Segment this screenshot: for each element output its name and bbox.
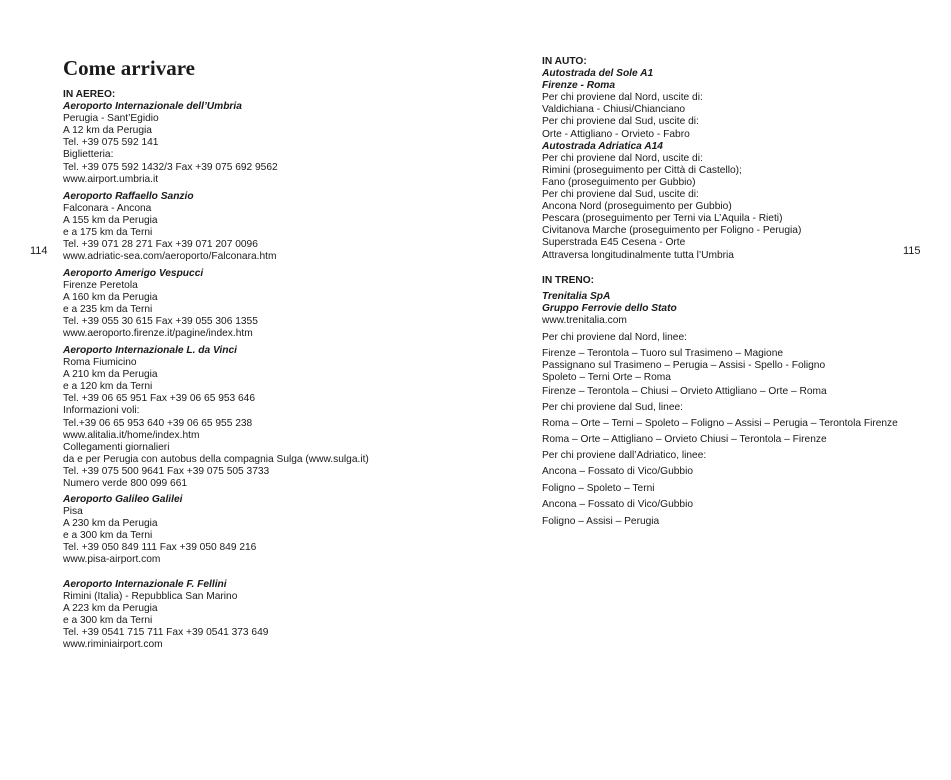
airport-line: Tel. +39 050 849 111 Fax +39 050 849 216 (63, 542, 257, 554)
airport-block (63, 494, 256, 567)
airport-line: Tel.+39 06 65 953 640 +39 06 65 955 238 (63, 417, 253, 429)
train-website: www.trenitalia.com (542, 315, 627, 327)
airport-line: Rimini (Italia) - Repubblica San Marino (63, 591, 238, 603)
train-route: Foligno – Spoleto – Terni (542, 483, 655, 494)
highway-line: Pescara (proseguimento per Terni via L’Aquila - Rieti) (542, 213, 783, 225)
airport-name: Aeroporto Galileo Galilei (63, 494, 183, 505)
airport-name: Aeroporto Raffaello Sanzio (63, 191, 194, 202)
section-treno (542, 275, 594, 287)
highway-line: Attraversa longitudinalmente tutta l’Umbria (542, 249, 734, 261)
airport-block (63, 579, 268, 652)
highway-line: Orte - Attigliano - Orvieto - Fabro (542, 128, 690, 140)
airport-line: Tel. +39 071 28 271 Fax +39 071 207 0096 (63, 239, 258, 251)
airport-line: A 160 km da Perugia (63, 292, 158, 304)
page-title: Come arrivare (63, 56, 195, 80)
train-company-name: Trenitalia SpA (542, 291, 611, 302)
airport-line: Firenze Peretola (63, 280, 138, 292)
train-adriatico-label: Per chi proviene dall’Adriatico, linee: (542, 450, 707, 461)
section-heading-aereo: IN AEREO: (63, 89, 116, 100)
airport-line: A 12 km da Perugia (63, 125, 152, 137)
airport-link: www.alitalia.it/home/index.htm (63, 429, 200, 441)
train-route: Passignano sul Trasimeno – Perugia – Assisi - Spello - Foligno (542, 360, 826, 372)
section-heading-auto: IN AUTO: (542, 56, 587, 67)
airport-line: e a 300 km da Terni (63, 530, 153, 542)
train-route: Spoleto – Terni Orte – Roma (542, 372, 671, 384)
airport-block (63, 345, 369, 490)
airport-line: A 155 km da Perugia (63, 215, 158, 227)
airport-link: www.riminiairport.com (63, 639, 163, 651)
page-number-left: 114 (30, 245, 48, 257)
highway-line: Rimini (proseguimento per Città di Castello); (542, 164, 742, 176)
airport-block (63, 191, 276, 264)
highway-name: Autostrada Adriatica A14 (542, 140, 663, 152)
highway-line: Civitanova Marche (proseguimento per Foligno - Perugia) (542, 225, 802, 237)
airport-link: www.pisa-airport.com (63, 554, 161, 566)
airport-name: Aeroporto Internazionale dell’Umbria (63, 101, 242, 113)
highway-line: Superstrada E45 Cesena - Orte (542, 237, 686, 249)
airport-name: Aeroporto Internazionale F. Fellini (63, 579, 227, 590)
train-route: Roma – Orte – Attigliano – Orvieto Chiusi – Terontola – Firenze (542, 434, 827, 445)
highway-line: Per chi proviene dal Sud, uscite di: (542, 189, 699, 201)
train-nord-label: Per chi proviene dal Nord, linee: (542, 332, 687, 343)
train-route: Foligno – Assisi – Perugia (542, 516, 660, 527)
airport-line: Tel. +39 06 65 951 Fax +39 06 65 953 646 (63, 393, 256, 405)
airport-link: www.aeroporto.firenze.it/pagine/index.htm (63, 328, 253, 340)
airport-line: Numero verde 800 099 661 (63, 478, 188, 490)
airport-block (63, 268, 258, 341)
highway-route: Firenze - Roma (542, 80, 616, 92)
train-route: Roma – Orte – Terni – Spoleto – Foligno – Assisi – Perugia – Terontola Firenze (542, 418, 898, 429)
highway-name: Autostrada del Sole A1 (542, 68, 654, 80)
airport-line: Tel. +39 055 30 615 Fax +39 055 306 1355 (63, 316, 258, 328)
highway-line: Ancona Nord (proseguimento per Gubbio) (542, 201, 732, 213)
airport-name: Aeroporto Amerigo Vespucci (63, 268, 204, 279)
airport-line: da e per Perugia con autobus della compagnia Sulga (www.sulga.it) (63, 453, 369, 465)
section-auto (542, 56, 801, 262)
airport-line: Tel. +39 075 592 141 (63, 137, 159, 149)
train-company (542, 291, 677, 327)
airport-line: Biglietteria: (63, 149, 114, 161)
section-aereo (63, 89, 278, 186)
page-number-right: 115 (903, 245, 921, 257)
airport-line: e a 235 km da Terni (63, 304, 153, 316)
airport-link: www.airport.umbria.it (63, 173, 159, 185)
section-heading-treno: IN TRENO: (542, 275, 595, 286)
airport-link: www.adriatic-sea.com/aeroporto/Falconara.htm (63, 251, 277, 263)
airport-line: A 210 km da Perugia (63, 369, 158, 381)
airport-line: Falconara - Ancona (63, 203, 152, 215)
airport-line: Roma Fiumicino (63, 357, 137, 369)
airport-line: Tel. +39 0541 715 711 Fax +39 0541 373 649 (63, 627, 269, 639)
train-route: Ancona – Fossato di Vico/Gubbio (542, 499, 694, 510)
highway-line: Valdichiana - Chiusi/Chianciano (542, 104, 686, 116)
airport-line: Perugia - Sant’Egidio (63, 113, 159, 125)
airport-line: Tel. +39 075 592 1432/3 Fax +39 075 692 9562 (63, 161, 278, 173)
train-route: Ancona – Fossato di Vico/Gubbio (542, 466, 694, 477)
airport-line: Informazioni voli: (63, 405, 140, 417)
airport-line: A 223 km da Perugia (63, 603, 158, 615)
airport-line: e a 300 km da Terni (63, 615, 153, 627)
highway-line: Per chi proviene dal Sud, uscite di: (542, 116, 699, 128)
airport-name: Aeroporto Internazionale L. da Vinci (63, 345, 237, 356)
train-nord-routes (542, 348, 825, 384)
airport-line: Pisa (63, 506, 83, 518)
train-route: Firenze – Terontola – Chiusi – Orvieto Attigliano – Orte – Roma (542, 386, 827, 397)
highway-line: Per chi proviene dal Nord, uscite di: (542, 92, 703, 104)
train-sud-label: Per chi proviene dal Sud, linee: (542, 402, 684, 413)
airport-line: e a 175 km da Terni (63, 227, 153, 239)
highway-line: Fano (proseguimento per Gubbio) (542, 176, 696, 188)
train-group-name: Gruppo Ferrovie dello Stato (542, 303, 677, 315)
train-route: Firenze – Terontola – Tuoro sul Trasimeno – Magione (542, 348, 784, 359)
highway-line: Per chi proviene dal Nord, uscite di: (542, 152, 703, 164)
airport-line: Tel. +39 075 500 9641 Fax +39 075 505 3733 (63, 465, 270, 477)
airport-line: Collegamenti giornalieri (63, 441, 170, 453)
airport-line: e a 120 km da Terni (63, 381, 153, 393)
airport-line: A 230 km da Perugia (63, 518, 158, 530)
